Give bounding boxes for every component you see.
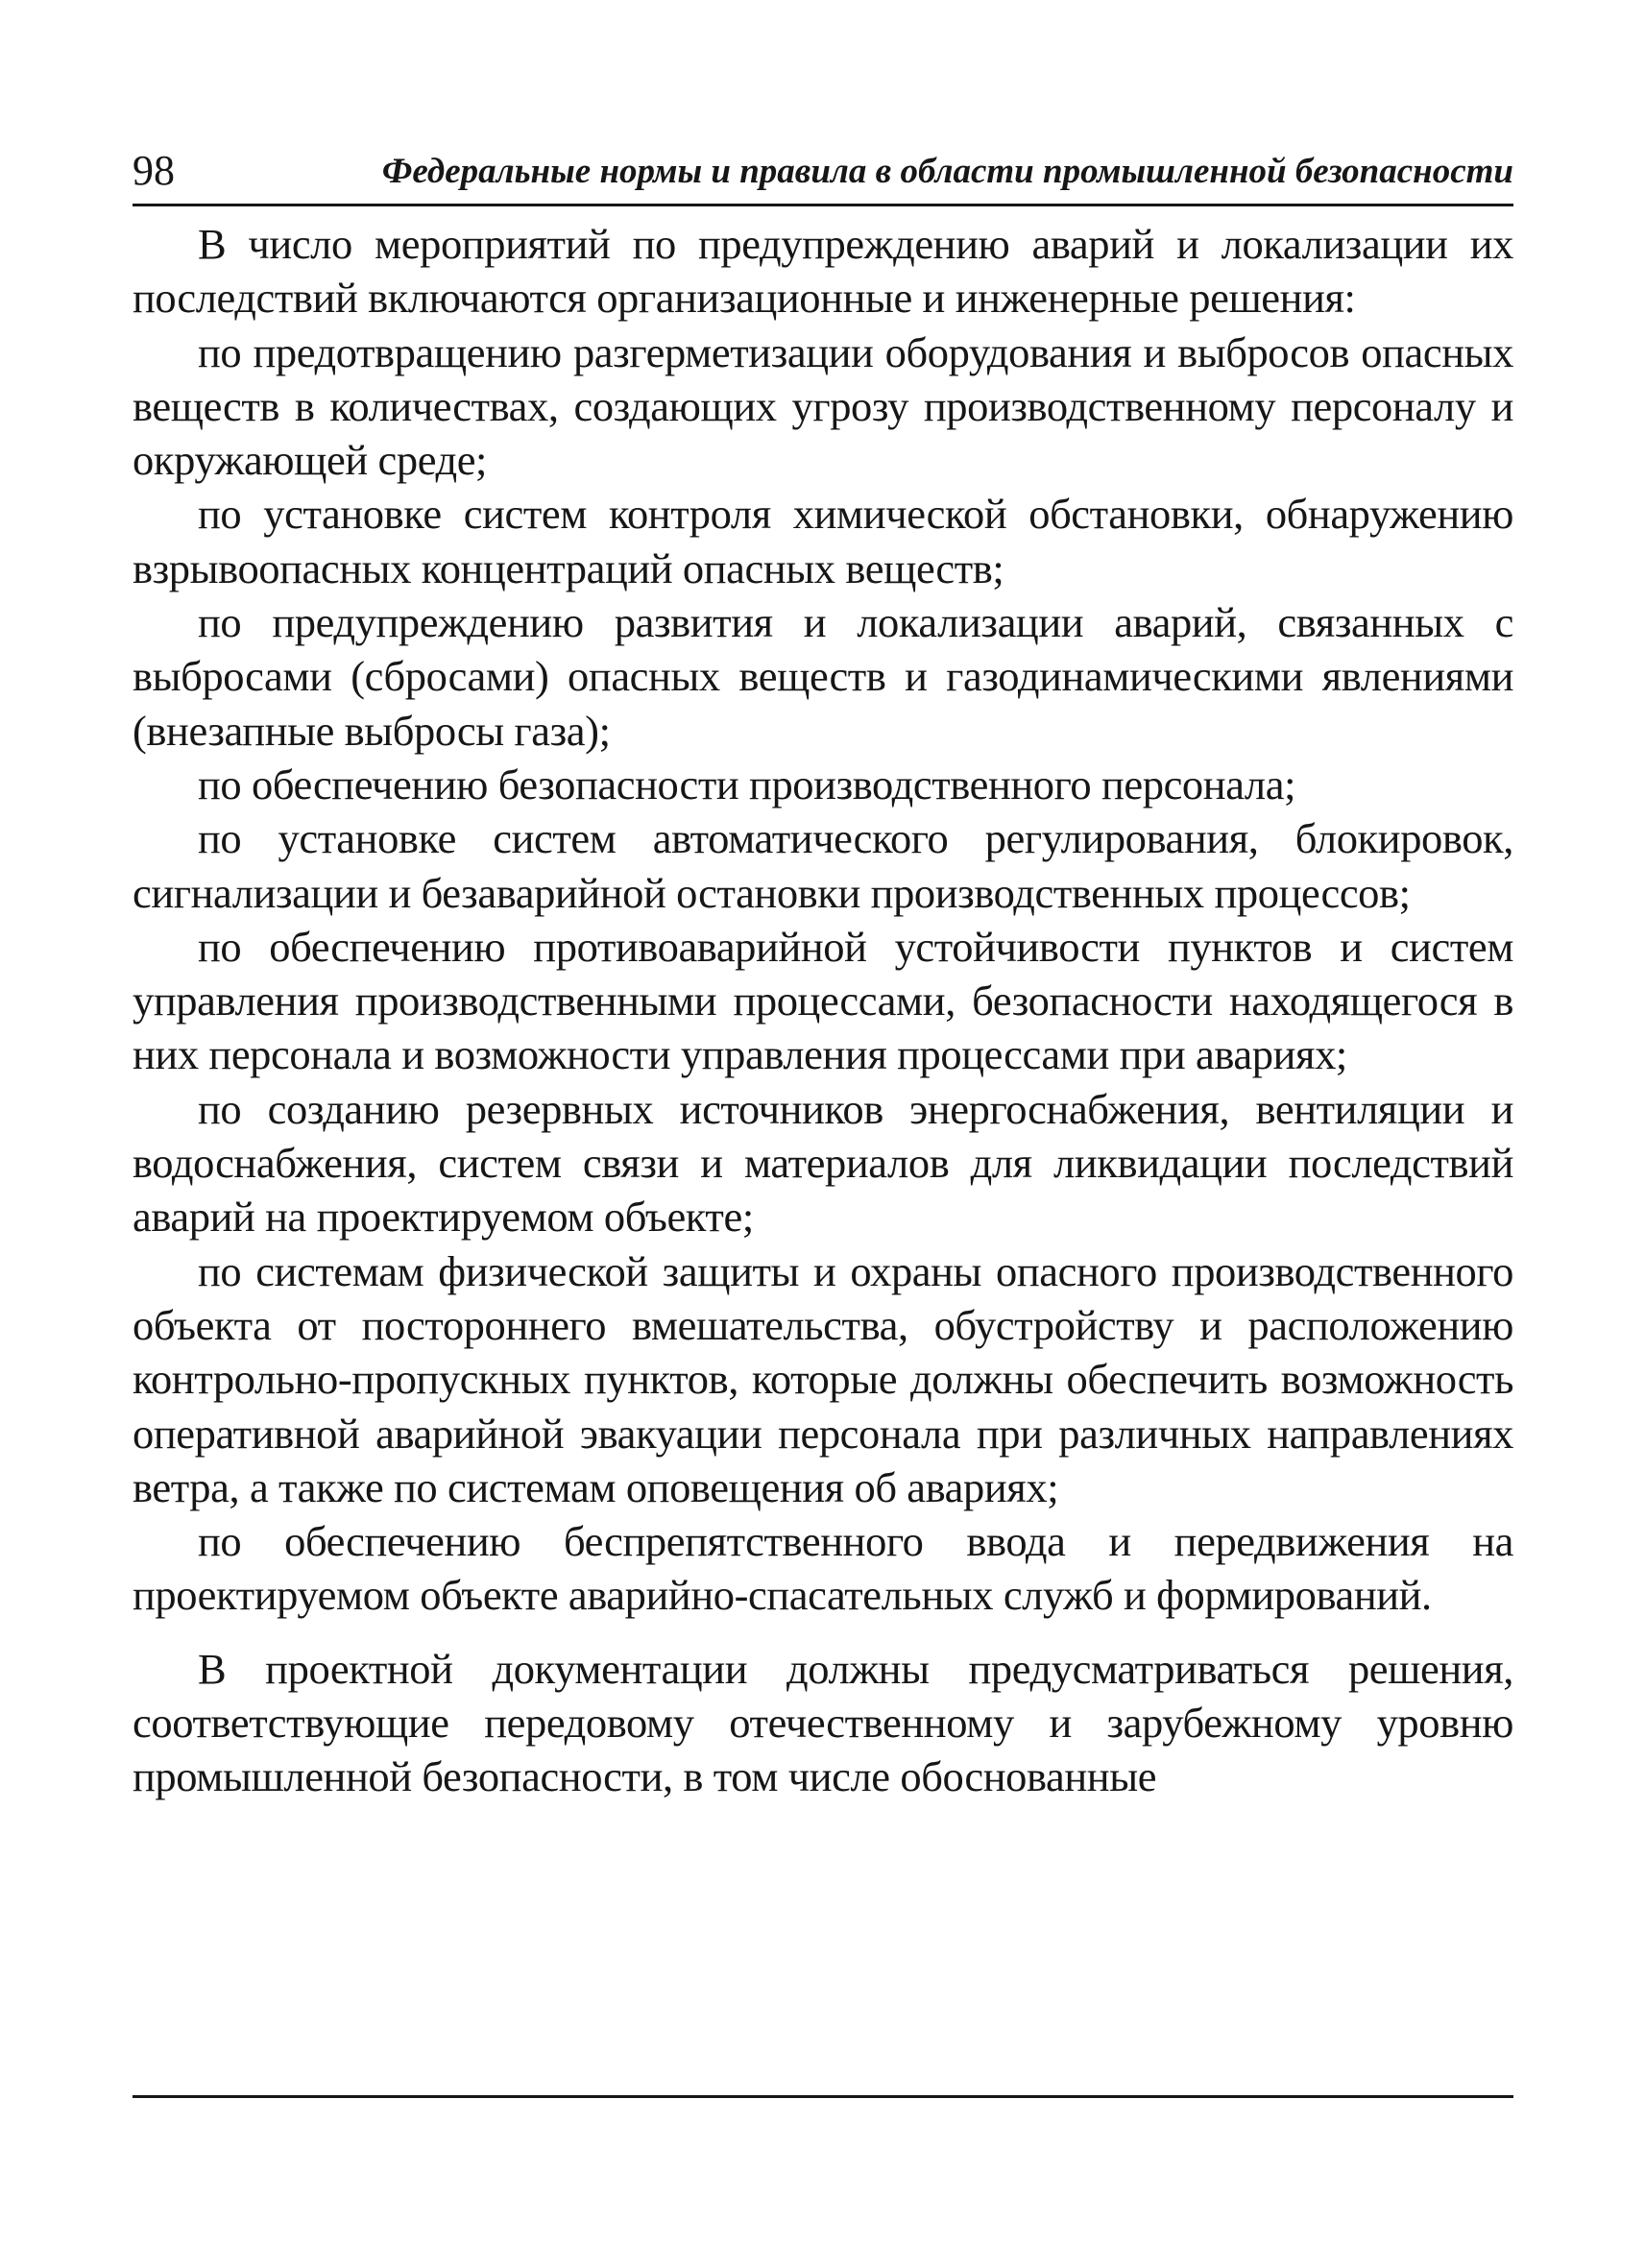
paragraph-item: по предупреждению развития и локализации аварий, связанных с выбросами (сбросами) опасных веществ и газодинамическими явлениями (внезапные выбросы газа); bbox=[133, 598, 1513, 755]
paragraph-item: по обеспечению безопасности производственного персонала; bbox=[198, 760, 1296, 808]
paragraph-item: по установке систем автоматического регулирования, блокировок, сигнализации и безаварийной остановки производственных процессов; bbox=[133, 814, 1513, 917]
paragraph-item: по созданию резервных источников энергоснабжения, вентиляции и водоснабжения, систем связи и материалов для ликвидации последствий аварий на проектируемом объекте; bbox=[133, 1084, 1513, 1242]
page-number: 98 bbox=[133, 147, 175, 194]
paragraph-item: по установке систем контроля химической обстановки, обнаружению взрывоопасных концентраций опасных веществ; bbox=[133, 490, 1513, 592]
footer-rule bbox=[133, 2095, 1513, 2098]
paragraph-intro: В число мероприятий по предупреждению аварий и локализации их последствий включаются организационные и инженерные решения: bbox=[133, 220, 1513, 323]
paragraph-item: по системам физической защиты и охраны опасного производственного объекта от постороннего вмешательства, обустройству и расположению контрольно-пропускных пунктов, которые должны обеспечить возможность оперативной аварийной эвакуации персонала при различных направлениях ветра, а также по системам оповещения об авариях; bbox=[133, 1246, 1513, 1511]
paragraph-item: по обеспечению противоаварийной устойчивости пунктов и систем управления производственными процессами, безопасности находящегося в них персонала и возможности управления процессами при авариях; bbox=[133, 922, 1513, 1079]
body-text bbox=[133, 217, 1513, 1804]
running-header bbox=[133, 142, 1513, 206]
paragraph-closing: В проектной документации должны предусматриваться решения, соответствующие передовому отечественному и зарубежному уровню промышленной безопасности, в том числе обоснованные bbox=[133, 1644, 1513, 1801]
paragraph-item: по предотвращению разгерметизации оборудования и выбросов опасных веществ в количествах, создающих угрозу производственному персоналу и окружающей среде; bbox=[133, 327, 1513, 485]
running-title: Федеральные нормы и правила в области промышленной безопасности bbox=[381, 152, 1513, 191]
paragraph-item: по обеспечению беспрепятственного ввода и передвижения на проектируемом объекте аварийно-спасательных служб и формирований. bbox=[133, 1517, 1513, 1620]
